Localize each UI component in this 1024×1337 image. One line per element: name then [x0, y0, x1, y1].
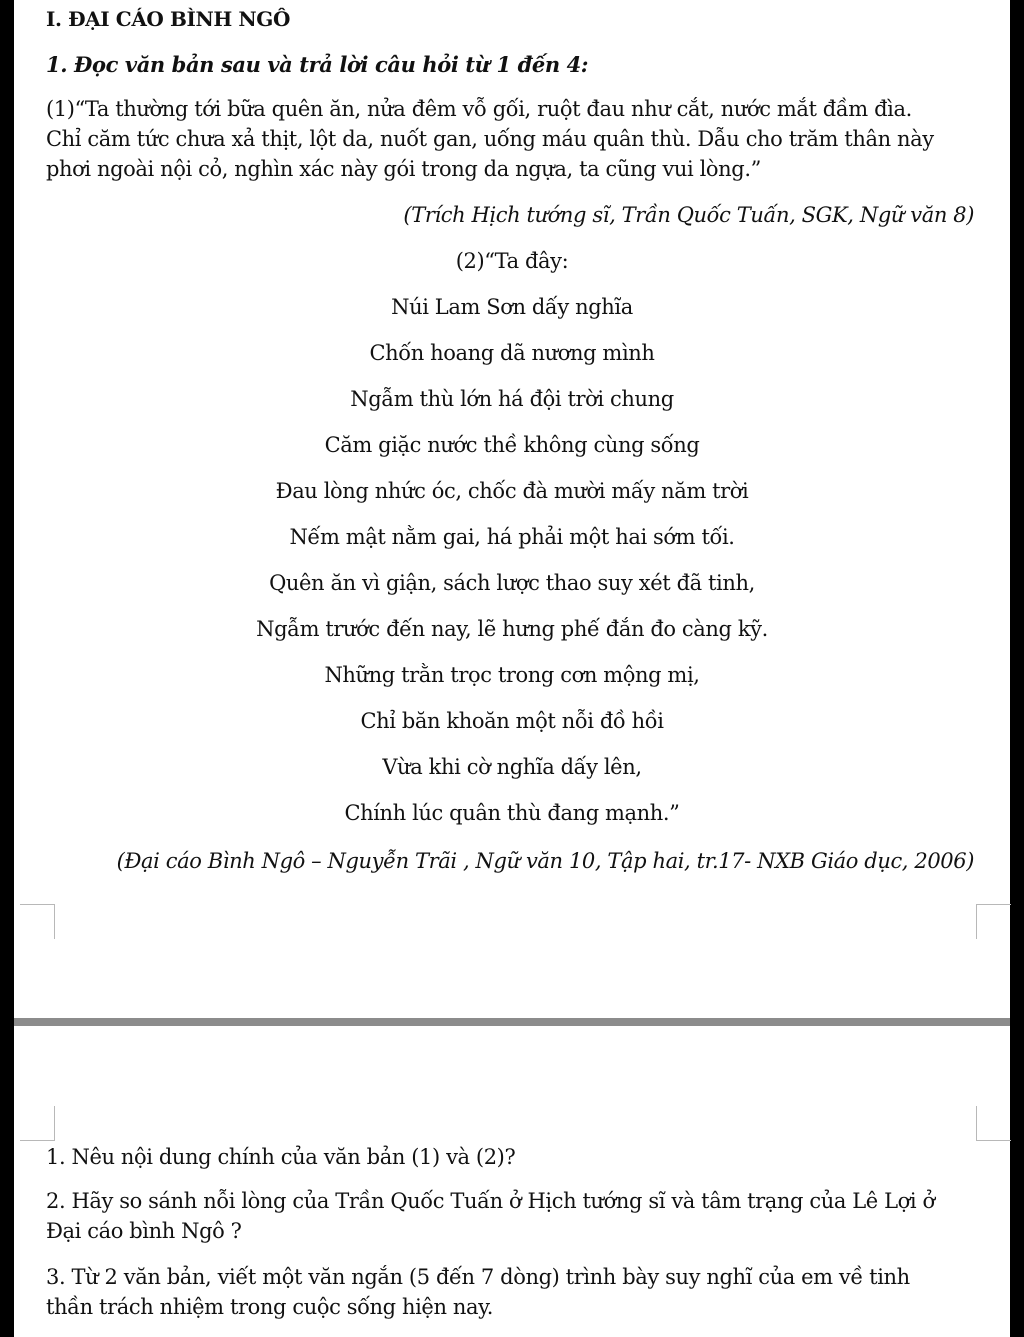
margin-marker-bottom-right — [976, 904, 1011, 939]
passage-2-poem — [0, 292, 1024, 844]
poem-line: Đau lòng nhức óc, chốc đà mười mấy năm trời — [275, 479, 749, 503]
instruction-text: 1. Đọc văn bản sau và trả lời câu hỏi từ 1 đến 4: — [46, 52, 589, 77]
poem-line: Ngẫm thù lớn há đội trời chung — [350, 387, 674, 411]
poem-line: Chốn hoang dã nương mình — [369, 341, 655, 365]
poem-line: Chính lúc quân thù đang mạnh.” — [344, 801, 680, 825]
passage-1-line: Chỉ căm tức chưa xả thịt, lột da, nuốt gan, uống máu quân thù. Dẫu cho trăm thân này — [46, 127, 934, 151]
question-line: 1. Nêu nội dung chính của văn bản (1) và (2)? — [46, 1145, 516, 1169]
question-2 — [46, 1186, 976, 1246]
passage-1-source: (Trích Hịch tướng sĩ, Trần Quốc Tuấn, SGK, Ngữ văn 8) — [403, 203, 974, 227]
question-line: Đại cáo bình Ngô ? — [46, 1219, 242, 1243]
poem-line: Vừa khi cờ nghĩa dấy lên, — [382, 755, 642, 779]
page-separator — [14, 1018, 1010, 1026]
passage-2-source: (Đại cáo Bình Ngô – Nguyễn Trãi , Ngữ văn 10, Tập hai, tr.17- NXB Giáo dục, 2006) — [116, 849, 974, 873]
passage-1-line: (1)“Ta thường tới bữa quên ăn, nửa đêm vỗ gối, ruột đau như cắt, nước mắt đầm đìa. — [46, 97, 912, 121]
poem-line: Những trằn trọc trong cơn mộng mị, — [324, 663, 700, 687]
poem-line: Núi Lam Sơn dấy nghĩa — [391, 295, 633, 319]
passage-1-line: phơi ngoài nội cỏ, nghìn xác này gói trong da ngựa, ta cũng vui lòng.” — [46, 157, 761, 181]
question-line: 3. Từ 2 văn bản, viết một văn ngắn (5 đến 7 dòng) trình bày suy nghĩ của em về tinh — [46, 1265, 910, 1289]
passage-1 — [46, 94, 976, 184]
margin-marker-top-right — [976, 1106, 1011, 1141]
poem-line: Quên ăn vì giận, sách lược thao suy xét đã tinh, — [269, 571, 755, 595]
margin-marker-top-left — [20, 1106, 55, 1141]
passage-2-intro: (2)“Ta đây: — [455, 249, 569, 273]
question-line: thần trách nhiệm trong cuộc sống hiện nay. — [46, 1295, 494, 1319]
poem-line: Chỉ băn khoăn một nỗi đồ hồi — [360, 709, 664, 733]
question-3 — [46, 1262, 976, 1322]
poem-line: Căm giặc nước thề không cùng sống — [324, 433, 700, 457]
poem-line: Nếm mật nằm gai, há phải một hai sớm tối. — [289, 525, 735, 549]
poem-line: Ngẫm trước đến nay, lẽ hưng phế đắn đo càng kỹ. — [256, 617, 768, 641]
margin-marker-bottom-left — [20, 904, 55, 939]
section-heading: I. ĐẠI CÁO BÌNH NGÔ — [46, 7, 291, 31]
question-line: 2. Hãy so sánh nỗi lòng của Trần Quốc Tuấn ở Hịch tướng sĩ và tâm trạng của Lê Lợi ở — [46, 1189, 935, 1213]
question-1 — [46, 1142, 976, 1172]
